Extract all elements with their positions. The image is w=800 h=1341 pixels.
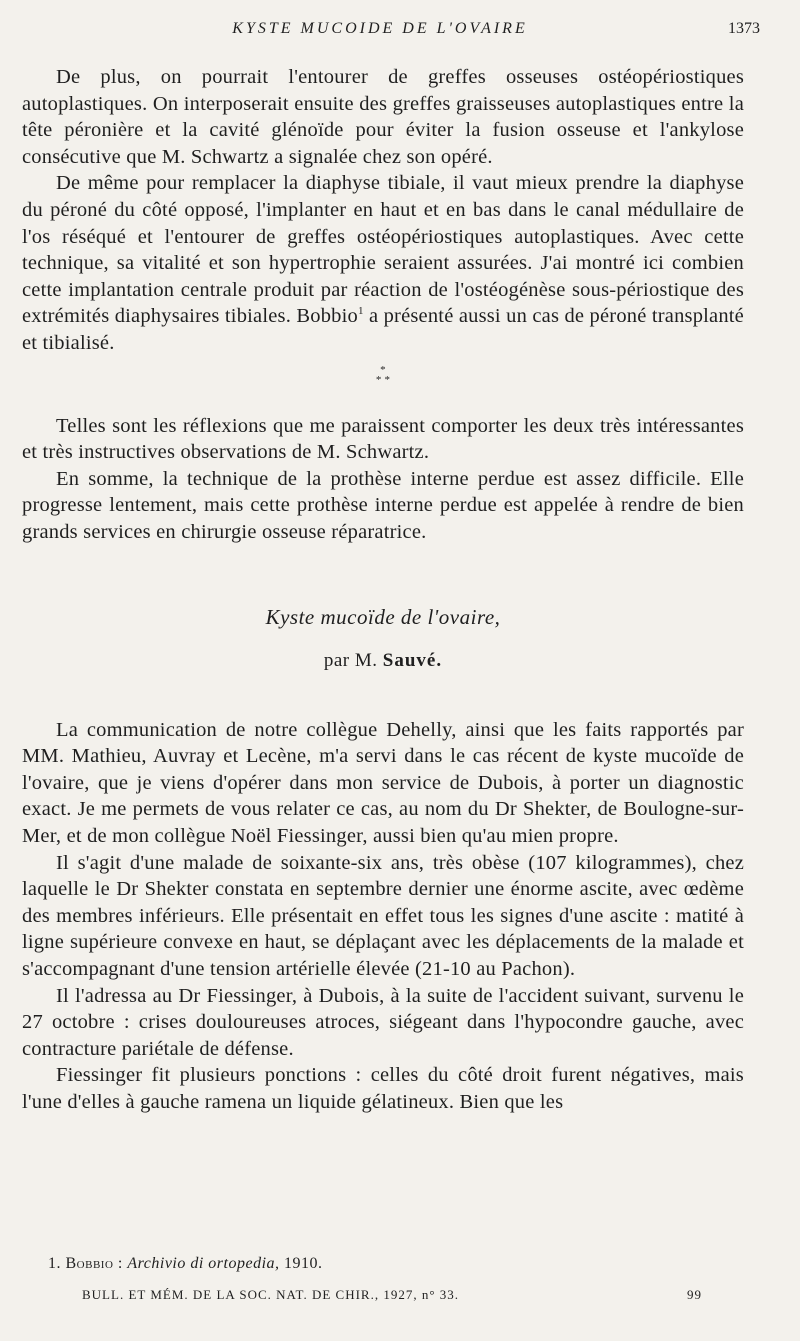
paragraph: Il s'agit d'une malade de soixante-six ans, très obèse (107 kilogrammes), chez laquelle le Dr Shekter constata en septembre dernier une énorme ascite, avec œdème des membres inférieurs. Elle présentait en effet tous les signes d'une ascite : matité à ligne supérieure convexe en haut, se déplaçant avec les déplacements de la malade et s'accompagnant d'une tension artérielle élevée (21-10 au Pachon). [22,851,744,981]
byline-author: Sauvé. [382,650,443,672]
paragraph-text: a présenté aussi un cas de péroné transplanté et tibialisé. [22,305,744,354]
footer-citation: BULL. ET MÉM. DE LA SOC. NAT. DE CHIR., 1927, n° 33. [82,1287,460,1302]
paragraph: La communication de notre collègue Dehelly, ainsi que les faits rapportés par MM. Mathieu, Auvray et Lecène, m'a servi dans le cas récent de kyste mucoïde de l'ovaire, que je viens d'opérer dans mon service de Dubois, à porter un diagnostic exact. Je me permets de vous relater ce cas, au nom du Dr Shekter, de Boulogne-sur-Mer, et de mon collègue Noël Fiessinger, aussi bien qu'au mien propre. [22,718,744,848]
footnote-year: 1910. [284,1255,323,1272]
paragraph-text: De même pour remplacer la diaphyse tibiale, il vaut mieux prendre la diaphyse du péroné du côté opposé, l'implanter en haut et en bas dans le canal médullaire de l'os réséqué et l'entourer de greffes ostéopériostiques autoplastiques. Avec cette technique, sa vitalité et son hypertrophie seraient assurées. J'ai montré ici combien cette implantation centrale produit par réaction de l'ostéogénèse sous-périostique des extrémités diaphysaires tibiales. Bobbio [22,172,744,328]
page-number: 1373 [728,20,760,37]
paragraph: Il l'adressa au Dr Fiessinger, à Dubois, à la suite de l'accident suivant, survenu le 27 octobre : crises douloureuses atroces, siégeant dans l'hypocondre gauche, avec contracture pariétale de défense. [22,984,744,1060]
page-footer [82,1287,702,1303]
paragraph: En somme, la technique de la prothèse interne perdue est assez difficile. Elle progresse lentement, mais cette prothèse interne perdue est appelée à rendre de bien grands services en chirurgie osseuse réparatrice. [22,467,744,543]
footer-sheet-number: 99 [687,1287,702,1302]
byline-prefix: par M. [323,650,378,672]
asterism-top: * [380,363,386,376]
running-head [0,20,800,44]
paragraph: Fiessinger fit plusieurs ponctions : celles du côté droit furent négatives, mais l'une d'elles à gauche ramena un liquide gélatineux. Bien que les [22,1064,744,1113]
footnote-source: Archivio di ortopedia, [127,1255,280,1272]
text-body [22,64,744,1116]
asterism [22,365,744,385]
section-title: Kyste mucoïde de l'ovaire, [265,604,501,629]
running-title: KYSTE MUCOIDE DE L'OVAIRE [232,20,528,37]
byline [22,648,744,675]
footnote-ref: 1 [357,305,364,318]
paragraph: De plus, on pourrait l'entourer de greffes osseuses ostéopériostiques autoplastiques. On interposerait ensuite des greffes graisseuses autoplastiques entre la tête péronière et la cavité glénoïde pour éviter la fusion osseuse et l'ankylose consécutive que M. Schwartz a signalée chez son opéré. [22,66,744,168]
paragraph [22,170,744,356]
asterism-bottom: * * [375,373,391,386]
footnote-author: Bobbio [65,1255,114,1272]
footnote-number: 1. [48,1255,61,1272]
footnote [48,1255,323,1273]
paragraph: Telles sont les réflexions que me paraissent comporter les deux très intéressantes et très instructives observations de M. Schwartz. [22,414,744,464]
footnote-sep: : [117,1255,123,1272]
